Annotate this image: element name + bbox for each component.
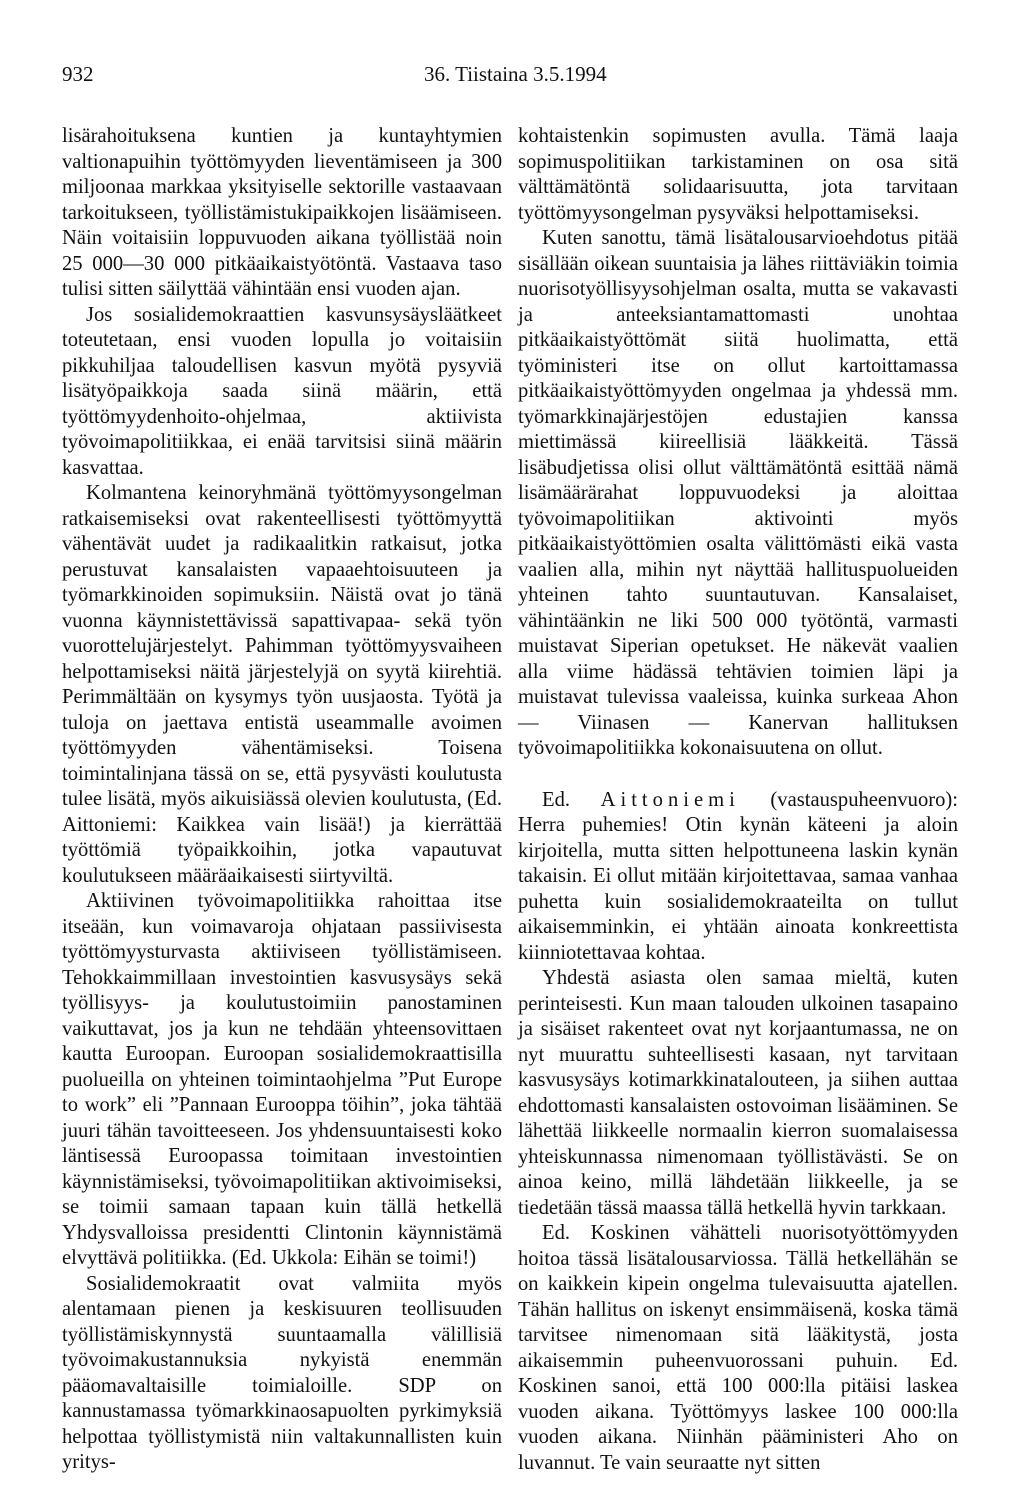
paragraph: Ed. Koskinen vähätteli nuorisotyöttömyyden hoitoa tässä lisätalousarviossa. Tällä hetkellähän se on kaikkein kipein ongelma tulevaisuutta ajatellen. Tähän hallitus on iskenyt ensimmäisenä, koska tämä tarvitsee nimenomaan sitä lääkitystä, josta aikaisemmin puheenvuorossani puhuin. Ed. Koskinen sanoi, että 100 000:lla pitäisi laskea vuoden aikana. Työttömyys laskee 100 000:lla vuoden aikana. Niinhän pääministeri Aho on luvannut. Te vain seuraatte nyt sitten xyxy=(518,1222,958,1474)
paragraph: Jos sosialidemokraattien kasvunsysäysläätkeet toteutetaan, ensi vuoden lopulla jo voitaisiin pikkuhiljaa taloudellisen kasvun myötä pysyviä lisätyöpaikkoja saada siinä määrin, että työttömyydenhoito-ohjelmaa, aktiivista työvoimapolitiikkaa, ei enää tarvitsisi siinä määrin kasvattaa. xyxy=(62,303,502,479)
speaker-prefix: Ed. xyxy=(542,788,571,811)
speaker-name: Aittoniemi xyxy=(600,788,740,811)
left-column xyxy=(62,124,502,1476)
paragraph: kohtaistenkin sopimusten avulla. Tämä laaja sopimuspolitiikan tarkistaminen on osa sitä välttämätöntä solidaarisuutta, jota tarvitaan työttömyysongelman pysyväksi helpottamiseksi. xyxy=(518,125,958,224)
paragraph: Sosialidemokraatit ovat valmiita myös alentamaan pienen ja keskisuuren teollisuuden työllistämiskynnystä suuntaamalla välillisiä työvoimakustannuksia nykyistä enemmän pääomavaltaisille toimialoille. SDP on kannustamassa työmarkkinaosapuolten pyrkimyksiä helpottaa työllistymistä niin valtakunnallisten kuin yritys- xyxy=(62,1272,502,1473)
paragraph: Aktiivinen työvoimapolitiikka rahoittaa itse itseään, kun voimavaroja ohjataan passiivisesta työttömyysturvasta aktiiviseen työllistämiseen. Tehokkaimmillaan investointien kasvusysäys sekä työllisyys- ja koulutustoimiin panostaminen vaikuttavat, jos ja kun ne tehdään yhteensovittaen kautta Euroopan. Euroopan sosialidemokraattisilla puolueilla on yhteinen toimintaohjelma ”Put Europe to work” eli ”Pannaan Eurooppa töihin”, joka tähtää juuri tähän tavoitteeseen. Jos yhdensuuntaisesti koko läntisessä Euroopassa toimitaan investointien käynnistämiseksi, työvoimapolitiikan aktivoimiseksi, se toimii samaan tapaan kuin tällä hetkellä Yhdysvalloissa presidentti Clintonin käynnistämä elvyttävä politiikka. (Ed. Ukkola: Eihän se toimi!) xyxy=(62,890,502,1269)
speech-opening xyxy=(518,788,958,967)
paragraph: Yhdestä asiasta olen samaa mieltä, kuten perinteisesti. Kun maan talouden ulkoinen tasapaino ja sisäiset rakenteet ovat nyt korjaantumassa, ne on nyt muurattu suhteellisesti kasaan, nyt tarvitaan kasvusysäys kotimarkkinatalouteen, ja siihen auttaa ehdottomasti kansalaisten ostovoiman lisääminen. Se lähettää liikkeelle normaalin kierron suomalaisessa yhteiskunnassa nimenomaan työllistävästi. Se on ainoa keino, millä lähdetään liikkeelle, ja se tiedetään tässä maassa tällä hetkellä hyvin tarkkaan. xyxy=(518,967,958,1219)
speaker-note: (vastauspuheenvuoro): xyxy=(770,788,958,811)
running-head: 36. Tiistaina 3.5.1994 xyxy=(424,62,607,86)
page-number: 932 xyxy=(62,62,94,86)
speech-text: Herra puhemies! Otin kynän käteeni ja aloin kirjoitella, mutta sitten helpottuneena laskin kynän takaisin. Ei ollut mitään kirjoitettavaa, samaa vanhaa puhetta kuin sosialidemokraateilta on tullut aikaisemminkin, ei yhtään ainoata konkreettista kiinniotettavaa kohtaa. xyxy=(518,814,958,964)
paragraph: lisärahoituksena kuntien ja kuntayhtymien valtionapuihin työttömyyden lieventämiseen ja 300 miljoonaa markkaa yksityiselle sektorille vastaavaan tarkoitukseen, työllistämistukipaikkojen lisäämiseen. Näin voitaisiin loppuvuoden aikana työllistää noin 25 000—30 000 pitkäaikaistyötöntä. Vastaava taso tulisi sitten säilyttää vähintään ensi vuoden ajan. xyxy=(62,125,502,300)
right-column xyxy=(518,124,958,1476)
paragraph: Kolmantena keinoryhmänä työttömyysongelman ratkaisemiseksi ovat rakenteellisesti työttömyyttä vähentävät uudet ja radikaalitkin ratkaisut, jotka perustuvat kansalaisten vapaaehtoisuuteen ja työmarkkinoiden sopimuksiin. Näistä ovat jo tänä vuonna käynnistettävissä sapattivapaa- sekä työn vuorottelujärjestelyt. Pahimman työttömyysvaiheen helpottamiseksi näitä järjestelyjä on syytä kiirehtiä. Perimmältään on kysymys työn uusjaosta. Työtä ja tuloja on jaettava entistä useammalle avoimen työttömyyden vähentämiseksi. Toisena toimintalinjana tässä on se, että pysyvästi koulutusta tulee lisätä, myös aikuisiässä olevien koulutusta, (Ed. Aittoniemi: Kaikkea vain lisää!) ja kierrättää työttömiä työpaikkoihin, jotka vapautuvat koulutukseen määräaikaisesti siirtyviltä. xyxy=(62,482,502,887)
paragraph: Kuten sanottu, tämä lisätalousarvioehdotus pitää sisällään oikean suuntaisia ja lähes riittäviäkin toimia nuorisotyöllisyysohjelman osalta, mutta se vakavasti ja anteeksiantamattomasti unohtaa pitkäaikaistyöttömät siitä huolimatta, että työministeri itse on ollut kartoittamassa pitkäaikaistyöttömyyden ongelmaa ja yhdessä mm. työmarkkinajärjestöjen edustajien kanssa miettimässä kiireellisiä lääkkeitä. Tässä lisäbudjetissa olisi ollut välttämätöntä esittää nämä lisämäärärahat loppuvuodeksi ja aloittaa työvoimapolitiikan aktivointi myös pitkäaikaistyöttömien osalta välittömästi eikä vasta vaalien alla, mihin nyt näyttää hallituspuolueiden yhteinen tahto suuntautuvan. Kansalaiset, vähintäänkin ne liki 500 000 työtöntä, varmasti muistavat Siperian opetukset. He näkevät vaalien alla viime hädässä tehtävien toimien läpi ja muistavat tulevissa vaaleissa, kuinka surkeaa Ahon — Viinasen — Kanervan hallituksen työvoimapolitiikka kokonaisuutena on ollut. xyxy=(518,227,958,759)
